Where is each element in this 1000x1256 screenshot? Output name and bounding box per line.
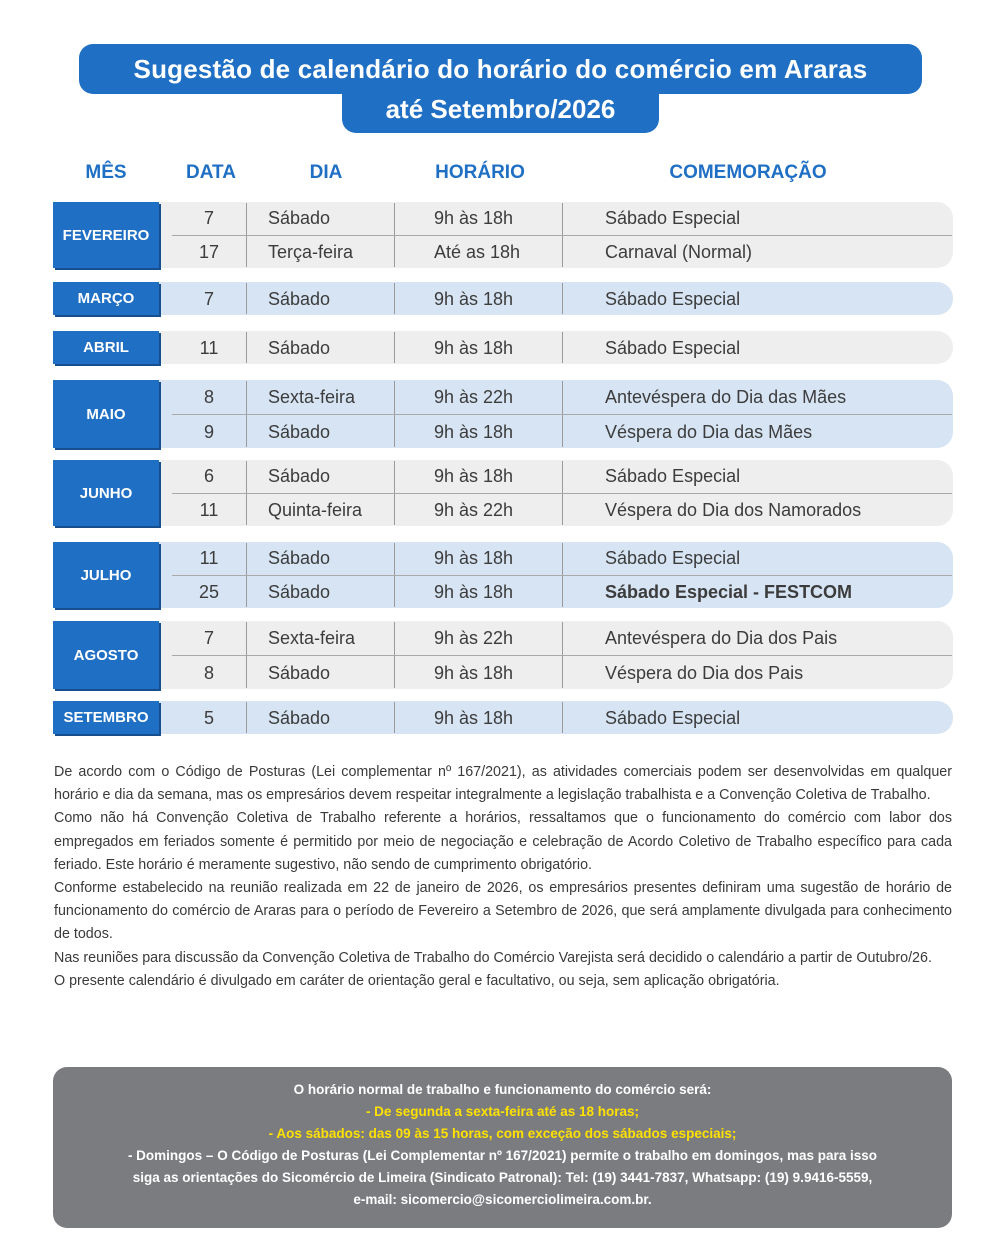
title-line-1-text: Sugestão de calendário do horário do comércio em Araras <box>133 53 868 84</box>
paragraph-1: De acordo com o Código de Posturas (Lei complementar nº 167/2021), as atividades comerciais podem ser desenvolvidas em qualquer horário e dia da semana, mas os empresários devem respeitar integralmente a legislação trabalhista e a Convenção Coletiva de Trabalho. <box>54 764 952 804</box>
month-label: JUNHO <box>53 460 159 526</box>
day-cell: Sábado <box>268 548 331 568</box>
event-cell: Antevéspera do Dia dos Pais <box>605 627 838 648</box>
paragraph-5: O presente calendário é divulgado em caráter de orientação geral e facultativo, ou seja, sem aplicação obrigatória. <box>54 972 780 989</box>
month-label: JULHO <box>53 542 159 608</box>
event-cell: Sábado Especial <box>605 466 741 486</box>
column-divider <box>246 702 247 733</box>
day-cell: Sábado <box>268 466 331 486</box>
event-cell: Sábado Especial <box>605 208 741 228</box>
footer-line-5: siga as orientações do Sicomércio de Limeira (Sindicato Patronal): Tel: (19) 3441-7837, Whatsapp: (19) 9.9416-5559, <box>132 1170 873 1185</box>
column-divider <box>394 702 395 733</box>
header-data: DATA <box>186 162 236 183</box>
paragraph-4: Nas reuniões para discussão da Convenção Coletiva de Trabalho do Comércio Varejista será decidido o calendário a partir de Outubro/26. <box>54 949 932 966</box>
time-cell: 9h às 18h <box>434 288 514 309</box>
month-label: ABRIL <box>53 331 159 364</box>
day-cell: Sábado <box>268 288 331 309</box>
header-horario: HORÁRIO <box>435 162 525 183</box>
title-line-1 <box>79 44 922 94</box>
month-label: AGOSTO <box>53 621 159 689</box>
date-cell: 6 <box>203 466 214 486</box>
column-divider <box>246 283 247 314</box>
event-cell: Véspera do Dia das Mães <box>605 421 813 442</box>
event-cell: Véspera do Dia dos Pais <box>605 662 804 683</box>
time-cell: 9h às 22h <box>434 386 514 407</box>
month-label: MAIO <box>53 380 159 448</box>
body-text <box>54 761 952 993</box>
month-label: MARÇO <box>53 282 159 315</box>
time-cell: 9h às 18h <box>434 707 514 728</box>
time-cell: 9h às 22h <box>434 500 514 520</box>
row-divider <box>172 655 952 656</box>
date-cell: 17 <box>198 242 220 262</box>
time-cell: 9h às 18h <box>434 421 514 442</box>
column-divider <box>562 283 563 314</box>
row-divider <box>172 235 952 236</box>
day-cell: Terça-feira <box>268 242 354 262</box>
footer-line-2: - De segunda a sexta-feira até as 18 horas; <box>365 1104 640 1119</box>
day-cell: Sábado <box>268 662 331 683</box>
date-cell: 11 <box>199 548 219 568</box>
day-cell: Sexta-feira <box>268 627 356 648</box>
time-cell: 9h às 18h <box>434 208 514 228</box>
time-cell: 9h às 22h <box>434 627 514 648</box>
row-divider <box>172 575 952 576</box>
event-cell: Véspera do Dia dos Namorados <box>605 500 862 520</box>
day-cell: Sábado <box>268 208 331 228</box>
row-divider <box>172 414 952 415</box>
date-cell: 5 <box>203 707 214 728</box>
footer-box <box>53 1067 952 1228</box>
column-divider <box>562 702 563 733</box>
header-dia: DIA <box>309 162 343 183</box>
day-cell: Sábado <box>268 337 331 358</box>
footer-line-6: e-mail: sicomercio@sicomerciolimeira.com.br. <box>353 1192 652 1207</box>
day-cell: Sábado <box>268 421 331 442</box>
event-cell: Sábado Especial <box>605 707 741 728</box>
event-cell: Sábado Especial <box>605 548 741 568</box>
time-cell: 9h às 18h <box>434 337 514 358</box>
column-divider <box>562 332 563 363</box>
date-cell: 7 <box>203 288 214 309</box>
event-cell: Sábado Especial <box>605 337 741 358</box>
date-cell: 7 <box>203 627 214 648</box>
date-cell: 7 <box>203 208 214 228</box>
time-cell: 9h às 18h <box>434 582 514 602</box>
month-label: SETEMBRO <box>53 701 159 734</box>
event-cell: Sábado Especial <box>605 288 741 309</box>
day-cell: Quinta-feira <box>268 500 363 520</box>
date-cell: 25 <box>198 582 220 602</box>
paragraph-2: Como não há Convenção Coletiva de Trabalho referente a horários, ressaltamos que o funcionamento do comércio com labor dos empregados em feriados somente é permitido por meio de negociação e celebração de Acordo Coletivo de Trabalho específico para cada feriado. Este horário é meramente sugestivo, não sendo de cumprimento obrigatório. <box>54 810 952 873</box>
day-cell: Sábado <box>268 582 331 602</box>
row-divider <box>172 493 952 494</box>
date-cell: 8 <box>203 662 214 683</box>
time-cell: 9h às 18h <box>434 662 514 683</box>
day-cell: Sábado <box>268 707 331 728</box>
header-mes: MÊS <box>85 162 127 183</box>
footer-line-4: - Domingos – O Código de Posturas (Lei Complementar nº 167/2021) permite o trabalho em domingos, mas para isso <box>127 1148 878 1163</box>
header-comemoracao: COMEMORAÇÃO <box>669 162 827 183</box>
date-cell: 11 <box>199 337 219 358</box>
date-cell: 8 <box>203 386 214 407</box>
time-cell: Até as 18h <box>434 242 521 262</box>
event-cell: Sábado Especial - FESTCOM <box>605 582 853 602</box>
title-line-2-text: até Setembro/2026 <box>385 94 616 124</box>
column-divider <box>394 332 395 363</box>
date-cell: 11 <box>199 500 219 520</box>
day-cell: Sexta-feira <box>268 386 356 407</box>
paragraph-3: Conforme estabelecido na reunião realizada em 22 de janeiro de 2026, os empresários presentes definiram uma sugestão de horário de funcionamento do comércio de Araras para o período de Fevereiro a Setembro de 2026, que será amplamente divulgada para conhecimento de todos. <box>54 880 952 943</box>
date-cell: 9 <box>203 421 214 442</box>
column-divider <box>394 283 395 314</box>
footer-line-1: O horário normal de trabalho e funcionamento do comércio será: <box>293 1082 712 1097</box>
time-cell: 9h às 18h <box>434 548 514 568</box>
column-divider <box>246 332 247 363</box>
time-cell: 9h às 18h <box>434 466 514 486</box>
month-label: FEVEREIRO <box>53 202 159 268</box>
event-cell: Carnaval (Normal) <box>605 242 753 262</box>
event-cell: Antevéspera do Dia das Mães <box>605 386 847 407</box>
footer-line-3: - Aos sábados: das 09 às 15 horas, com exceção dos sábados especiais; <box>268 1126 737 1141</box>
